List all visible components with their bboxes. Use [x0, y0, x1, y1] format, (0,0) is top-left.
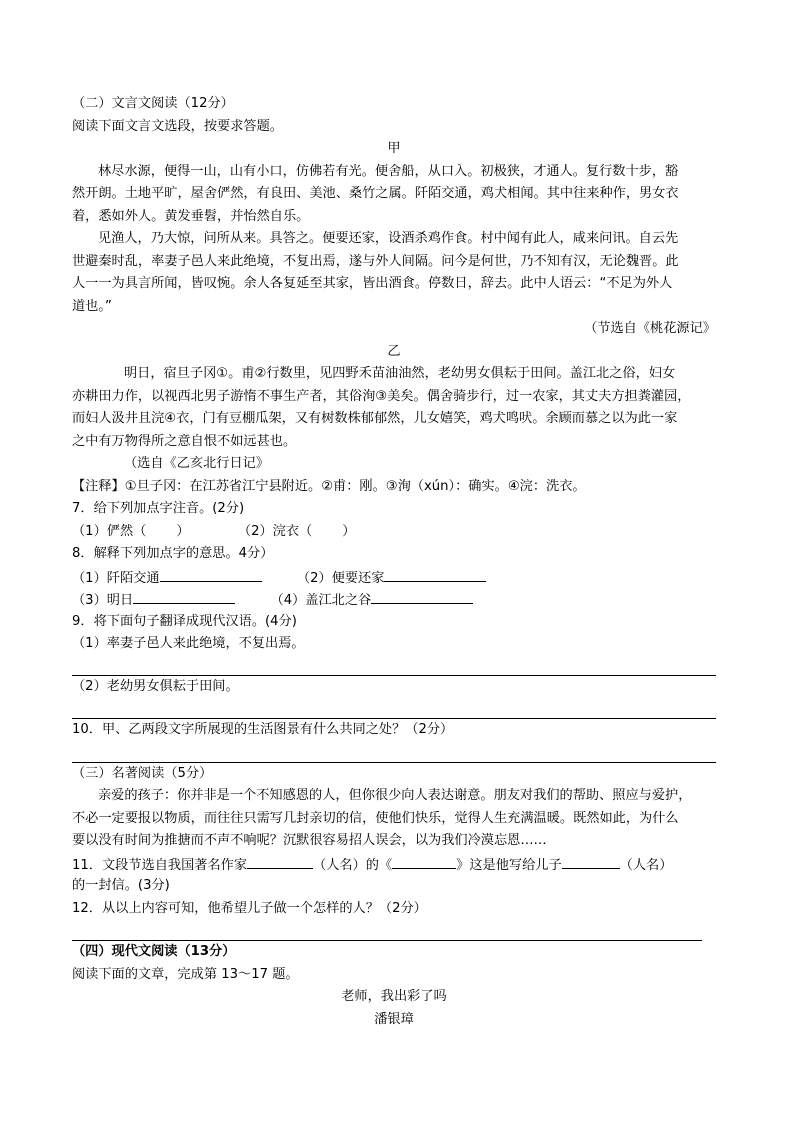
passage-yi-source: （选自《乙亥北行日记》	[124, 456, 270, 471]
section2-instruction: 阅读下面文言文选段，按要求答题。	[72, 118, 283, 134]
q7-close-paren: ）	[176, 523, 190, 539]
passage-jia-line: 道也。”	[72, 298, 112, 314]
q11-son-blank[interactable]	[562, 853, 620, 869]
q7-close-paren: ）	[342, 523, 356, 539]
question-11	[72, 853, 716, 876]
question-8-row-2	[72, 588, 716, 611]
q8-answer-3[interactable]	[133, 588, 235, 604]
passage-yi-line: 之中有万物得所之意自恨不如远甚也。	[72, 433, 297, 449]
question-11-line-2: 的一封信。(3分)	[72, 878, 170, 893]
question-8-prompt: 8．解释下列加点字的意思。4分）	[72, 546, 274, 561]
q9-item-1: （1）率妻子邑人来此绝境，不复出焉。	[72, 636, 305, 651]
section3-passage-line: 不必一定要报以物质，而往往只需写几封亲切的信，使他们快乐，觉得人生充满温暖。既然如此，为什么	[72, 810, 679, 826]
passage-jia-line: 着，悉如外人。黄发垂髫，并怡然自乐。	[72, 208, 310, 224]
question-12-prompt: 12．从以上内容可知，他希望儿子做一个怎样的人？（2分）	[72, 900, 427, 916]
section3-passage	[72, 785, 716, 853]
passage-yi-heading: 乙	[387, 343, 401, 359]
section3-passage-line: 亲爱的孩子：你并非是一个不知感恩的人，但你很少向人表达谢意。朋友对我们的帮助、照应与爱护，	[98, 788, 692, 803]
passage-yi-line: 亦耕田力作，以视西北男子游惰不事生产者，其俗洵③美矣。偶舍骑步行，过一农家，其丈夫方担粪灌园，	[72, 388, 691, 404]
q11-text: 11．文段节选自我国著名作家	[72, 857, 248, 873]
passage-jia-line: 世避秦时乱，率妻子邑人来此绝境，不复出焉，遂与外人间隔。问今是何世，乃不知有汉，无论魏晋。此	[72, 253, 679, 269]
question-9-prompt: 9．将下面句子翻译成现代汉语。(4分)	[72, 613, 297, 629]
passage-yi-line: 而妇人汲井且浣④衣，门有豆棚瓜架，又有树数株郁郁然，儿女嬉笑，鸡犬鸣吠。余顾而慕之以为此一家	[72, 411, 678, 426]
q11-author-blank[interactable]	[247, 853, 313, 869]
q8-item-1-label: （1）阡陌交通	[72, 570, 160, 586]
article-title: 老师，我出彩了吗	[341, 989, 447, 1004]
q11-text: 》这是他写给儿子	[456, 857, 562, 873]
passage-jia-line: 林尽水源，便得一山，山有小口，仿佛若有光。便舍船，从口入。初极狭，才通人。复行数十步，豁	[98, 163, 679, 179]
passage-jia-line: 然开朗。土地平旷，屋舍俨然，有良田、美池、桑竹之属。阡陌交通，鸡犬相闻。其中往来种作，男女衣	[72, 186, 679, 201]
section4-title: （四）现代文阅读（13分）	[72, 944, 236, 959]
q8-item-3-label: （3）明日	[72, 593, 134, 608]
passage-yi-line: 明日，宿旦子冈①。甫②行数里，见四野禾苗油油然，老幼男女俱耘于田间。盖江北之俗，妇女	[124, 366, 676, 381]
section4-instruction: 阅读下面的文章，完成第 13～17 题。	[72, 966, 299, 982]
q11-text: （人名）	[619, 857, 673, 873]
q11-text: （人名）的《	[313, 857, 393, 873]
question-7-prompt: 7．给下列加点字注音。(2分)	[72, 501, 245, 516]
passage-jia-heading: 甲	[387, 141, 401, 156]
q8-answer-4[interactable]	[371, 588, 473, 604]
passage-jia-line: 见渔人，乃大惊，问所从来。具答之。便要还家，设酒杀鸡作食。村中闻有此人，咸来问讯。自云先	[98, 231, 679, 246]
q8-item-4-label: （4）盖江北之谷	[270, 593, 372, 608]
section3-passage-line: 要以没有时间为推搪而不声不响呢？沉默很容易招人误会，以为我们冷漠忘恩……	[72, 833, 547, 848]
passage-jia-source: （节选自《桃花源记》	[584, 321, 716, 336]
section3-title: （三）名著阅读（5分）	[72, 765, 213, 781]
section2-title: （二）文言文阅读（12分）	[72, 96, 234, 111]
q9-item-2: （2）老幼男女俱耘于田间。	[72, 678, 239, 694]
q11-book-blank[interactable]	[392, 853, 456, 869]
q8-answer-1[interactable]	[160, 566, 262, 582]
annotation-notes: 【注释】①旦子冈：在江苏省江宁县附近。②甫：刚。③洵（xún）：确实。④浣：洗衣。	[72, 478, 586, 494]
passage-yi	[72, 363, 716, 453]
q8-item-2-label: （2）便要还家	[296, 570, 385, 586]
question-7-items	[72, 521, 716, 544]
passage-jia-line: 人一一为具言所闻，皆叹惋。余人各复延至其家，皆出酒食。停数日，辞去。此中人语云：“不足为外人	[72, 276, 673, 291]
passage-jia	[72, 161, 716, 319]
question-8-row-1	[72, 566, 716, 589]
question-10-prompt: 10．甲、乙两段文字所展现的生活图景有什么共同之处？（2分）	[72, 722, 454, 737]
q7-item-1-label: （1）俨然（	[72, 523, 147, 539]
article-author: 潘银璋	[374, 1011, 414, 1027]
q8-answer-2[interactable]	[384, 566, 486, 582]
exam-page	[72, 93, 716, 1031]
q7-item-2-label: （2）浣衣（	[237, 523, 313, 539]
